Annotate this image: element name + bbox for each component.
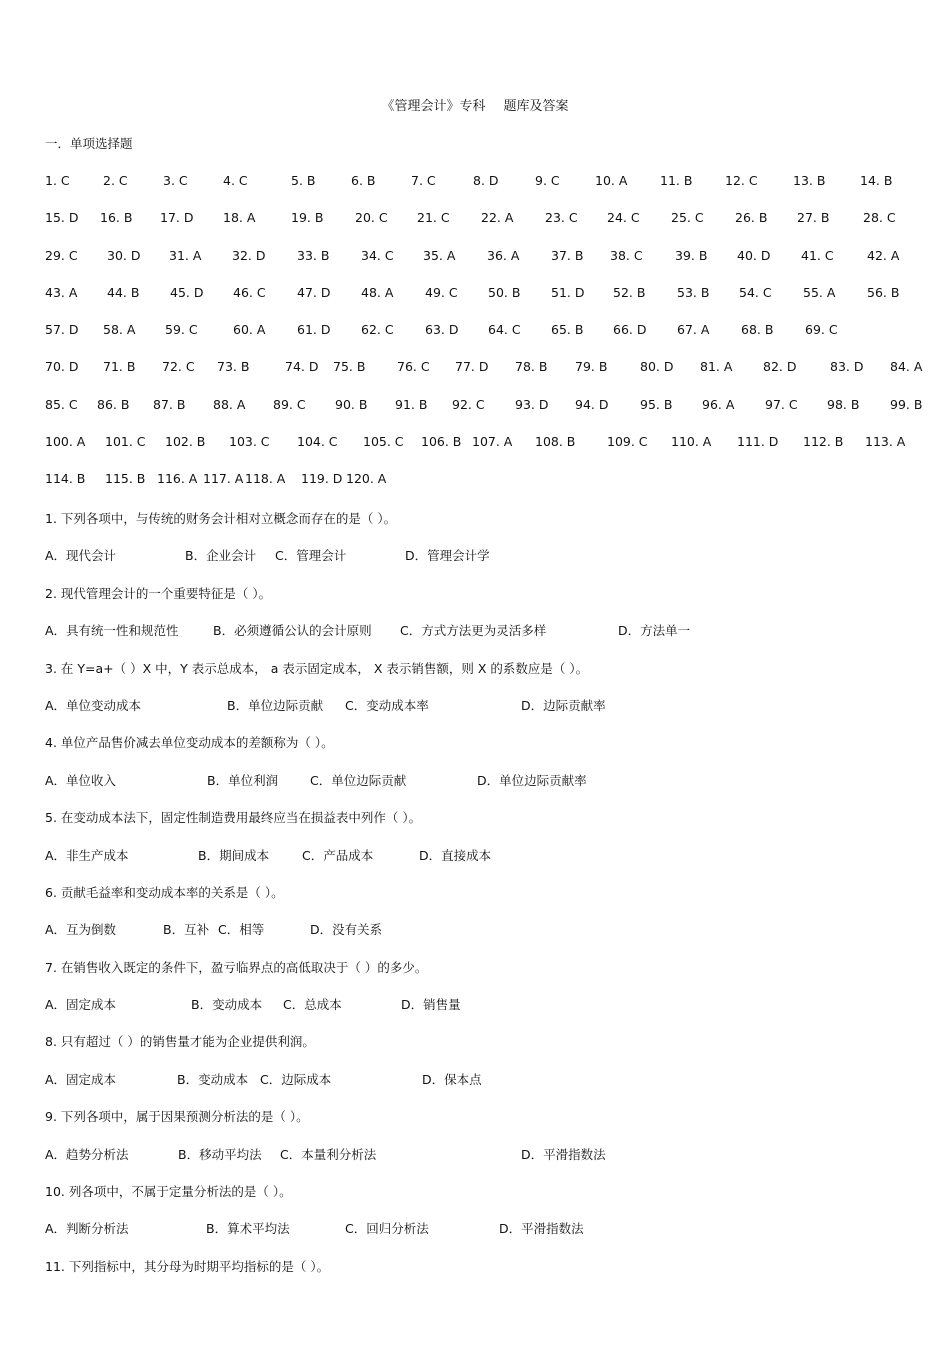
answer-item: 76. C bbox=[397, 359, 430, 375]
option-row bbox=[45, 1145, 915, 1182]
option-row bbox=[45, 1070, 915, 1107]
question-text: 7. 在销售收入既定的条件下，盈亏临界点的高低取决于（ ）的多少。 bbox=[45, 959, 428, 975]
answer-item: 94. D bbox=[575, 396, 609, 412]
answer-item: 114. B bbox=[45, 471, 86, 487]
answer-item: 13. B bbox=[793, 173, 826, 188]
answer-item: 69. C bbox=[805, 322, 838, 338]
option-choice: D．销售量 bbox=[401, 997, 461, 1013]
answer-item: 2. C bbox=[103, 173, 128, 188]
option-row bbox=[45, 771, 915, 808]
answer-item: 38. C bbox=[610, 247, 643, 263]
answer-item: 53. B bbox=[677, 284, 710, 300]
answer-item: 59. C bbox=[165, 322, 198, 338]
answer-item: 93. D bbox=[515, 396, 549, 412]
answer-item: 12. C bbox=[725, 173, 758, 188]
answer-item: 78. B bbox=[515, 359, 548, 375]
answer-item: 30. D bbox=[107, 247, 141, 263]
answer-item: 31. A bbox=[169, 247, 202, 263]
answer-item: 15. D bbox=[45, 210, 79, 226]
answer-item: 49. C bbox=[425, 284, 458, 300]
answer-item: 82. D bbox=[763, 359, 797, 375]
option-choice: A．互为倒数 bbox=[45, 922, 117, 938]
option-choice: C．回归分析法 bbox=[345, 1221, 429, 1237]
option-choice: D．方法单一 bbox=[618, 623, 691, 639]
option-choice: A．非生产成本 bbox=[45, 847, 129, 863]
answer-item: 44. B bbox=[107, 284, 140, 300]
answer-item: 86. B bbox=[97, 396, 130, 412]
answer-item: 106. B bbox=[421, 434, 462, 450]
answer-item: 108. B bbox=[535, 434, 576, 450]
answer-item: 111. D bbox=[737, 434, 779, 450]
answer-row bbox=[45, 173, 907, 210]
option-choice: B．移动平均法 bbox=[178, 1146, 262, 1162]
answer-item: 67. A bbox=[677, 322, 710, 338]
answer-item: 79. B bbox=[575, 359, 608, 375]
question-text: 8. 只有超过（ ）的销售量才能为企业提供利润。 bbox=[45, 1034, 315, 1050]
answer-item: 8. D bbox=[473, 173, 499, 188]
option-row bbox=[45, 846, 915, 883]
answer-item: 10. A bbox=[595, 173, 628, 188]
answer-item: 46. C bbox=[233, 284, 266, 300]
answer-item: 54. C bbox=[739, 284, 772, 300]
section-heading: 一．单项选择题 bbox=[45, 136, 133, 151]
answer-item: 81. A bbox=[700, 359, 733, 375]
option-choice: D．保本点 bbox=[422, 1071, 482, 1087]
option-choice: C．本量利分析法 bbox=[280, 1146, 377, 1162]
answer-key bbox=[45, 173, 923, 509]
option-choice: B．单位利润 bbox=[207, 772, 279, 788]
option-choice: D．平滑指数法 bbox=[499, 1221, 584, 1237]
answer-item: 66. D bbox=[613, 322, 647, 338]
answer-item: 21. C bbox=[417, 210, 450, 226]
title-main: 《管理会计》专科 bbox=[381, 99, 486, 114]
answer-item: 95. B bbox=[640, 396, 673, 412]
answer-item: 7. C bbox=[411, 173, 436, 188]
question-list bbox=[45, 509, 915, 1294]
answer-item: 87. B bbox=[153, 396, 186, 412]
answer-item: 83. D bbox=[830, 359, 864, 375]
answer-item: 11. B bbox=[660, 173, 693, 188]
answer-item: 113. A bbox=[865, 434, 906, 450]
option-row bbox=[45, 920, 915, 957]
page-title bbox=[0, 95, 950, 114]
answer-item: 72. C bbox=[162, 359, 195, 375]
answer-item: 73. B bbox=[217, 359, 250, 375]
answer-item: 120. A bbox=[346, 471, 387, 487]
answer-item: 103. C bbox=[229, 434, 270, 450]
answer-row bbox=[45, 248, 907, 285]
answer-row bbox=[45, 434, 907, 471]
answer-item: 65. B bbox=[551, 322, 584, 338]
question-text: 6. 贡献毛益率和变动成本率的关系是（ ）。 bbox=[45, 884, 284, 900]
option-choice: C．单位边际贡献 bbox=[310, 772, 407, 788]
answer-item: 36. A bbox=[487, 247, 520, 263]
answer-item: 75. B bbox=[333, 359, 366, 375]
option-row bbox=[45, 995, 915, 1032]
answer-item: 42. A bbox=[867, 247, 900, 263]
answer-item: 28. C bbox=[863, 210, 896, 226]
answer-item: 26. B bbox=[735, 210, 768, 226]
answer-item: 37. B bbox=[551, 247, 584, 263]
answer-item: 29. C bbox=[45, 247, 78, 263]
answer-item: 4. C bbox=[223, 173, 248, 188]
answer-item: 34. C bbox=[361, 247, 394, 263]
answer-item: 20. C bbox=[355, 210, 388, 226]
option-choice: A．判断分析法 bbox=[45, 1221, 129, 1237]
answer-item: 77. D bbox=[455, 359, 489, 375]
option-choice: D．直接成本 bbox=[419, 847, 492, 863]
answer-item: 116. A bbox=[157, 471, 198, 487]
option-choice: C．管理会计 bbox=[275, 548, 347, 564]
answer-item: 35. A bbox=[423, 247, 456, 263]
answer-item: 32. D bbox=[232, 247, 266, 263]
option-choice: B．算术平均法 bbox=[206, 1221, 290, 1237]
question-text: 1. 下列各项中，与传统的财务会计相对立概念而存在的是（ ）。 bbox=[45, 511, 397, 526]
answer-item: 74. D bbox=[285, 359, 319, 375]
option-choice: B．变动成本 bbox=[177, 1071, 249, 1087]
answer-row bbox=[45, 359, 923, 396]
answer-row bbox=[45, 210, 907, 247]
option-row bbox=[45, 1219, 915, 1256]
answer-item: 101. C bbox=[105, 434, 146, 450]
title-sub: 题库及答案 bbox=[503, 99, 569, 114]
answer-item: 90. B bbox=[335, 396, 368, 412]
answer-item: 110. A bbox=[671, 434, 712, 450]
question-text: 9. 下列各项中，属于因果预测分析法的是（ ）。 bbox=[45, 1109, 309, 1125]
option-choice: C．产品成本 bbox=[302, 847, 374, 863]
question-text: 5. 在变动成本法下，固定性制造费用最终应当在损益表中列作（ ）。 bbox=[45, 810, 422, 826]
answer-row bbox=[45, 285, 907, 322]
option-choice: D．没有关系 bbox=[310, 922, 383, 938]
answer-item: 107. A bbox=[472, 434, 513, 450]
answer-item: 5. B bbox=[291, 173, 316, 188]
option-choice: D．平滑指数法 bbox=[521, 1146, 606, 1162]
option-choice: A．现代会计 bbox=[45, 548, 117, 564]
option-choice: C．方式方法更为灵活多样 bbox=[400, 623, 547, 639]
answer-item: 51. D bbox=[551, 284, 585, 300]
answer-row bbox=[45, 471, 907, 508]
answer-item: 100. A bbox=[45, 434, 86, 450]
option-choice: D．单位边际贡献率 bbox=[477, 772, 587, 788]
option-row bbox=[45, 546, 915, 583]
answer-item: 18. A bbox=[223, 210, 256, 226]
answer-item: 57. D bbox=[45, 322, 79, 338]
answer-item: 88. A bbox=[213, 396, 246, 412]
answer-item: 119. D bbox=[301, 471, 343, 487]
option-choice: A．具有统一性和规范性 bbox=[45, 623, 179, 639]
answer-item: 43. A bbox=[45, 284, 78, 300]
option-choice: A．单位变动成本 bbox=[45, 697, 142, 713]
answer-item: 45. D bbox=[170, 284, 204, 300]
answer-item: 70. D bbox=[45, 359, 79, 375]
option-choice: C．边际成本 bbox=[260, 1071, 332, 1087]
option-choice: B．期间成本 bbox=[198, 847, 270, 863]
option-choice: B．必须遵循公认的会计原则 bbox=[213, 623, 372, 639]
answer-item: 68. B bbox=[741, 322, 774, 338]
question-text: 11. 下列指标中，其分母为时期平均指标的是（ ）。 bbox=[45, 1258, 330, 1274]
option-choice: C．相等 bbox=[218, 922, 265, 938]
answer-item: 118. A bbox=[245, 471, 286, 487]
answer-item: 104. C bbox=[297, 434, 338, 450]
option-choice: A．趋势分析法 bbox=[45, 1146, 129, 1162]
answer-item: 55. A bbox=[803, 284, 836, 300]
answer-item: 56. B bbox=[867, 284, 900, 300]
answer-item: 17. D bbox=[160, 210, 194, 226]
answer-item: 6. B bbox=[351, 173, 376, 188]
answer-item: 3. C bbox=[163, 173, 188, 188]
answer-item: 27. B bbox=[797, 210, 830, 226]
answer-item: 98. B bbox=[827, 396, 860, 412]
answer-item: 89. C bbox=[273, 396, 306, 412]
option-choice: C．变动成本率 bbox=[345, 697, 429, 713]
answer-item: 14. B bbox=[860, 173, 893, 188]
answer-item: 40. D bbox=[737, 247, 771, 263]
answer-item: 80. D bbox=[640, 359, 674, 375]
answer-item: 64. C bbox=[488, 322, 521, 338]
answer-item: 109. C bbox=[607, 434, 648, 450]
answer-item: 33. B bbox=[297, 247, 330, 263]
answer-item: 85. C bbox=[45, 396, 78, 412]
option-choice: B．互补 bbox=[163, 922, 210, 938]
answer-item: 39. B bbox=[675, 247, 708, 263]
answer-item: 58. A bbox=[103, 322, 136, 338]
option-choice: A．单位收入 bbox=[45, 772, 117, 788]
answer-item: 117. A bbox=[203, 471, 244, 487]
answer-item: 99. B bbox=[890, 396, 923, 412]
answer-item: 23. C bbox=[545, 210, 578, 226]
option-row bbox=[45, 696, 915, 733]
option-choice: B．变动成本 bbox=[191, 997, 263, 1013]
answer-item: 105. C bbox=[363, 434, 404, 450]
option-choice: A．固定成本 bbox=[45, 997, 117, 1013]
answer-item: 16. B bbox=[100, 210, 133, 226]
answer-item: 84. A bbox=[890, 359, 923, 375]
answer-item: 112. B bbox=[803, 434, 844, 450]
question-text: 10. 列各项中，不属于定量分析法的是（ ）。 bbox=[45, 1184, 292, 1200]
answer-item: 71. B bbox=[103, 359, 136, 375]
question-text: 2. 现代管理会计的一个重要特征是（ ）。 bbox=[45, 585, 272, 601]
answer-item: 52. B bbox=[613, 284, 646, 300]
answer-item: 62. C bbox=[361, 322, 394, 338]
answer-item: 9. C bbox=[535, 173, 560, 188]
answer-item: 60. A bbox=[233, 322, 266, 338]
answer-item: 19. B bbox=[291, 210, 324, 226]
answer-item: 50. B bbox=[488, 284, 521, 300]
question-text: 3. 在 Y=a+（ ）X 中，Y 表示总成本， a 表示固定成本， X 表示销售额，则 X 的系数应是（ ）。 bbox=[45, 660, 589, 676]
answer-item: 24. C bbox=[607, 210, 640, 226]
option-choice: B．企业会计 bbox=[185, 548, 257, 564]
answer-item: 115. B bbox=[105, 471, 146, 487]
answer-item: 22. A bbox=[481, 210, 514, 226]
answer-row bbox=[45, 396, 923, 434]
option-choice: D．边际贡献率 bbox=[521, 697, 606, 713]
question-text: 4. 单位产品售价减去单位变动成本的差额称为（ ）。 bbox=[45, 735, 334, 751]
answer-item: 41. C bbox=[801, 247, 834, 263]
answer-row bbox=[45, 322, 907, 359]
option-choice: C．总成本 bbox=[283, 997, 342, 1013]
option-choice: D．管理会计学 bbox=[405, 548, 490, 564]
answer-item: 96. A bbox=[702, 396, 735, 412]
answer-item: 61. D bbox=[297, 322, 331, 338]
answer-item: 91. B bbox=[395, 396, 428, 412]
option-choice: A．固定成本 bbox=[45, 1071, 117, 1087]
answer-item: 102. B bbox=[165, 434, 206, 450]
answer-item: 47. D bbox=[297, 284, 331, 300]
option-row bbox=[45, 621, 915, 658]
answer-item: 1. C bbox=[45, 173, 70, 188]
answer-item: 48. A bbox=[361, 284, 394, 300]
answer-item: 25. C bbox=[671, 210, 704, 226]
answer-item: 63. D bbox=[425, 322, 459, 338]
answer-item: 92. C bbox=[452, 396, 485, 412]
answer-item: 97. C bbox=[765, 396, 798, 412]
option-choice: B．单位边际贡献 bbox=[227, 697, 324, 713]
